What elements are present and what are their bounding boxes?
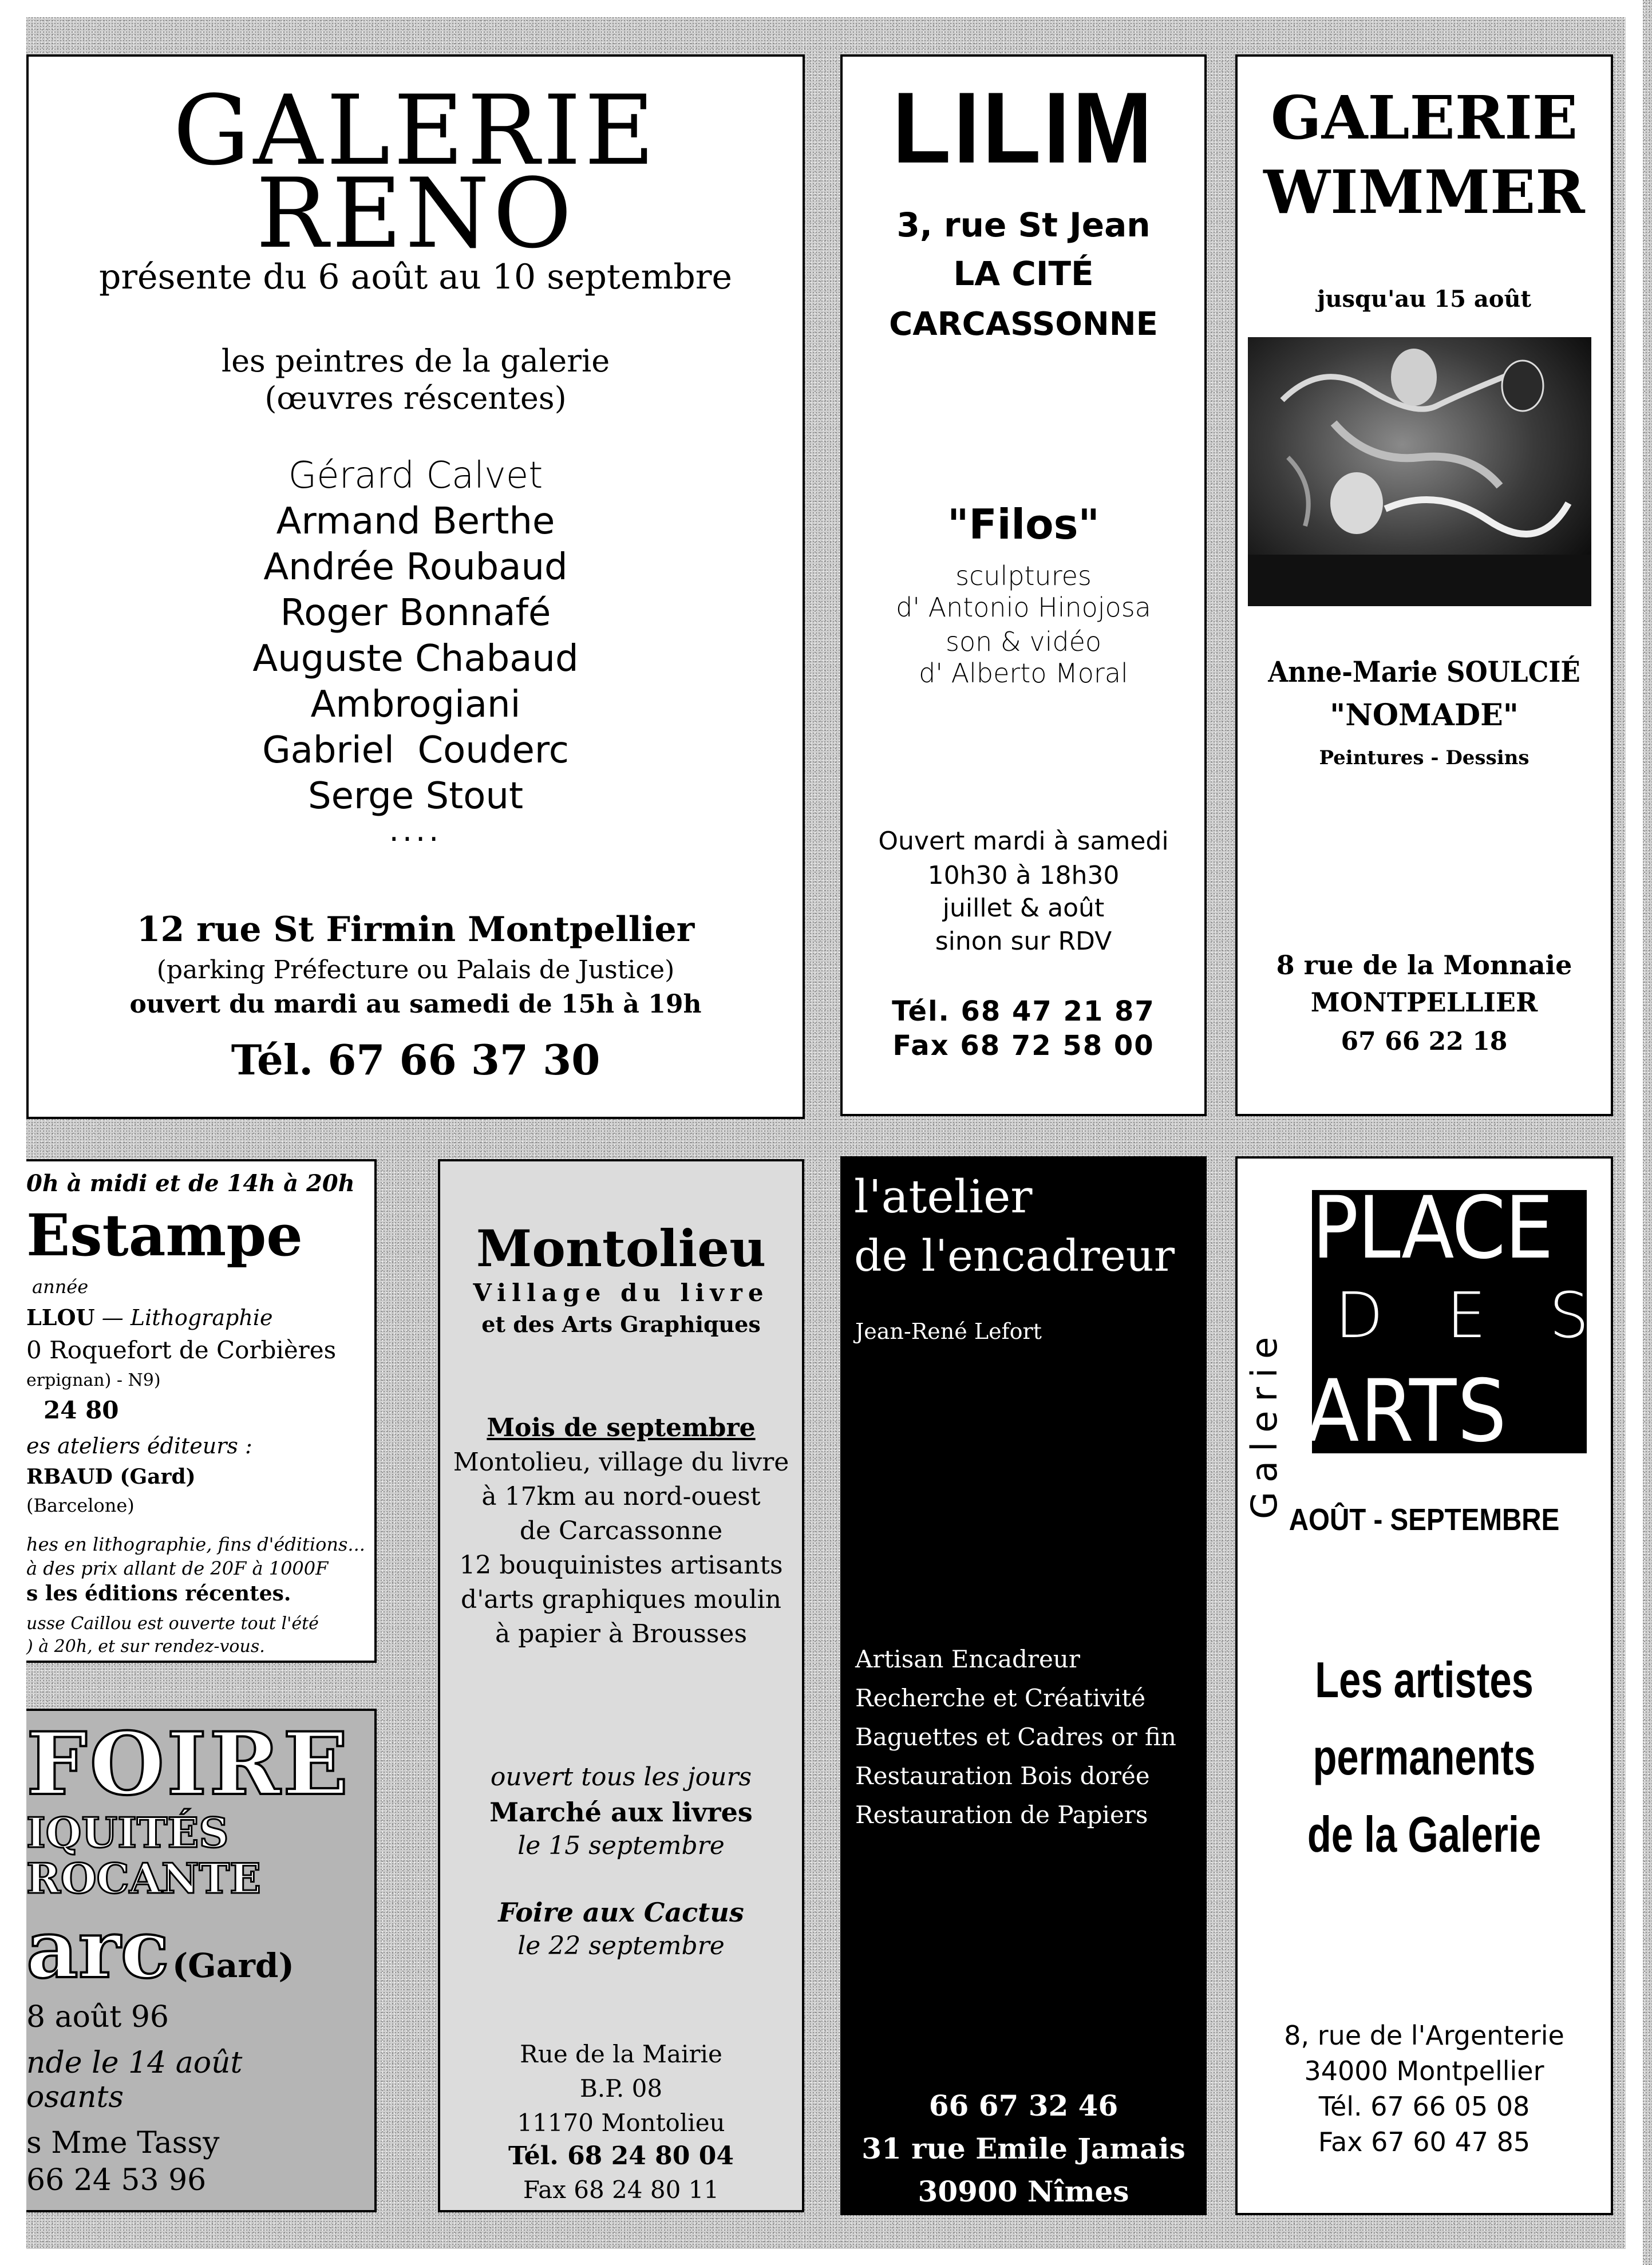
wimmer-show: "NOMADE"	[1330, 698, 1519, 733]
lilim-title: LILIM	[892, 71, 1155, 184]
montolieu-bp: B.P. 08	[579, 2074, 663, 2102]
montolieu-cactus-date: le 22 septembre	[517, 1931, 725, 1960]
page-margin-left	[0, 0, 26, 2265]
reno-artist: Gérard Calvet	[288, 454, 543, 497]
place-logo-top: PLACE	[1312, 1179, 1553, 1278]
estampe-desc3: s les éditions récentes.	[26, 1582, 291, 1606]
place-logo-bottom: ARTS	[1306, 1362, 1508, 1461]
wimmer-until: jusqu'au 15 août	[1317, 286, 1532, 313]
reno-artist: Gabriel Couderc	[262, 729, 569, 772]
montolieu-body-line: à papier à Brousses	[495, 1619, 748, 1649]
lilim-line1: sculptures	[955, 560, 1092, 591]
montolieu-subtitle1: Village du livre	[473, 1279, 769, 1307]
montolieu-subtitle2: et des Arts Graphiques	[481, 1311, 761, 1337]
ad-atelier-encadreur	[840, 1156, 1207, 2215]
foire-region: (Gard)	[172, 1946, 294, 1985]
estampe-litho	[26, 1305, 272, 1330]
reno-artist: Serge Stout	[307, 775, 524, 817]
estampe-route: erpignan) - N9)	[26, 1370, 161, 1390]
ad-montolieu	[438, 1159, 804, 2212]
montolieu-market: Marché aux livres	[489, 1797, 753, 1828]
foire-date: 8 août 96	[26, 2000, 169, 2034]
montolieu-open: ouvert tous les jours	[490, 1762, 752, 1792]
foire-phone: 66 24 53 96	[26, 2163, 207, 2197]
montolieu-phone: Tél. 68 24 80 04	[508, 2141, 734, 2171]
atelier-service: Restauration Bois dorée	[855, 1762, 1150, 1790]
estampe-editor1: RBAUD (Gard)	[26, 1465, 196, 1489]
estampe-title: Estampe	[26, 1201, 303, 1269]
reno-phone: Tél. 67 66 37 30	[231, 1035, 600, 1084]
foire-line2: ROCANTE	[26, 1854, 261, 1903]
estampe-hours: 0h à midi et de 14h à 20h	[26, 1170, 355, 1197]
foire-contact: s Mme Tassy	[26, 2126, 220, 2160]
estampe-litho-name: LLOU	[26, 1305, 95, 1330]
place-logo-mid: DES	[1335, 1279, 1652, 1352]
reno-hours: ouvert du mardi au samedi de 15h à 19h	[129, 990, 702, 1019]
lilim-line3: son & vidéo	[945, 626, 1102, 657]
place-dates: AOÛT - SEPTEMBRE	[1289, 1503, 1560, 1537]
foire-deadline: nde le 14 août	[26, 2046, 243, 2080]
reno-intro-line1: les peintres de la galerie	[221, 343, 610, 379]
wimmer-artist: Anne-Marie SOULCIÉ	[1268, 655, 1580, 689]
reno-artist: Roger Bonnafé	[280, 592, 551, 634]
lilim-line2: d' Antonio Hinojosa	[896, 592, 1151, 623]
reno-parking: (parking Préfecture ou Palais de Justice)	[156, 955, 675, 985]
lilim-hours2: 10h30 à 18h30	[927, 861, 1120, 890]
atelier-title-line1: l'atelier	[854, 1170, 1033, 1223]
page-margin-bottom	[0, 2249, 1643, 2265]
reno-title-line1: GALERIE	[173, 74, 658, 187]
reno-artist: Armand Berthe	[276, 500, 555, 543]
ad-galerie-reno	[26, 54, 805, 1119]
atelier-service: Recherche et Créativité	[855, 1684, 1146, 1712]
foire-title: FOIRE	[26, 1714, 351, 1815]
wimmer-city: MONTPELLIER	[1310, 987, 1538, 1018]
wimmer-artwork-image	[1248, 337, 1591, 606]
wimmer-title-line2: WIMMER	[1263, 157, 1585, 227]
lilim-show-title: "Filos"	[947, 500, 1100, 548]
montolieu-postcode: 11170 Montolieu	[517, 2109, 725, 2137]
page-margin-right	[1626, 0, 1643, 2265]
atelier-service: Restauration de Papiers	[855, 1801, 1148, 1829]
wimmer-medium: Peintures - Dessins	[1319, 746, 1530, 769]
lilim-line4: d' Alberto Moral	[919, 658, 1128, 689]
montolieu-cactus: Foire aux Cactus	[498, 1897, 744, 1928]
estampe-desc2: à des prix allant de 20F à 1000F	[26, 1558, 329, 1579]
place-phone: Tél. 67 66 05 08	[1318, 2091, 1530, 2122]
reno-intro-line2: (œuvres réscentes)	[264, 380, 567, 416]
lilim-address-line1: 3, rue St Jean	[896, 205, 1151, 244]
ad-galerie-place-des-arts	[1235, 1156, 1652, 2215]
estampe-phone: 24 80	[44, 1396, 119, 1424]
lilim-address-line3: CARCASSONNE	[889, 306, 1158, 343]
atelier-phone: 66 67 32 46	[928, 2089, 1119, 2122]
montolieu-fax: Fax 68 24 80 11	[523, 2176, 720, 2204]
estampe-year: année	[32, 1276, 89, 1298]
lilim-phone: Tél. 68 47 21 87	[892, 995, 1155, 1027]
place-city: 34000 Montpellier	[1304, 2056, 1544, 2086]
estampe-desc5: ) à 20h, et sur rendez-vous.	[26, 1637, 265, 1657]
foire-exhibitors: osants	[26, 2080, 124, 2114]
montolieu-body-line: de Carcassonne	[519, 1516, 723, 1545]
montolieu-body-line: 12 bouquinistes artisants	[459, 1551, 783, 1580]
estampe-desc4: usse Caillou est ouverte tout l'été	[26, 1614, 319, 1634]
wimmer-phone: 67 66 22 18	[1341, 1027, 1508, 1056]
estampe-litho-type: — Lithographie	[94, 1305, 273, 1330]
lilim-fax: Fax 68 72 58 00	[892, 1030, 1155, 1062]
atelier-service: Baguettes et Cadres or fin	[855, 1723, 1176, 1751]
place-fax: Fax 67 60 47 85	[1318, 2126, 1531, 2157]
montolieu-body-line: d'arts graphiques moulin	[461, 1585, 781, 1614]
ad-lilim	[840, 54, 1207, 1116]
montolieu-body-line: Montolieu, village du livre	[453, 1448, 789, 1477]
lilim-address-line2: LA CITÉ	[953, 254, 1094, 293]
ad-galerie-wimmer	[1235, 54, 1613, 1116]
estampe-editors-label: es ateliers éditeurs :	[26, 1433, 252, 1458]
estampe-town: 0 Roquefort de Corbières	[26, 1336, 337, 1364]
ad-foire	[26, 1709, 377, 2212]
foire-place-row	[26, 1903, 294, 1997]
reno-address: 12 rue St Firmin Montpellier	[136, 910, 695, 950]
ad-estampe	[26, 1159, 377, 1663]
lilim-hours3: juillet & août	[942, 894, 1105, 923]
place-address: 8, rue de l'Argenterie	[1284, 2020, 1564, 2051]
foire-line1: IQUITÉS	[26, 1808, 229, 1857]
foire-place: arc	[26, 1903, 169, 1997]
atelier-address: 31 rue Emile Jamais	[861, 2132, 1185, 2165]
atelier-service: Artisan Encadreur	[855, 1645, 1080, 1673]
montolieu-month: Mois de septembre	[487, 1413, 756, 1442]
reno-artist: Auguste Chabaud	[252, 638, 579, 680]
wimmer-title-line1: GALERIE	[1270, 82, 1578, 153]
reno-title-line2: RENO	[256, 157, 575, 270]
page-margin-top	[0, 0, 1643, 17]
estampe-editor2: (Barcelone)	[26, 1495, 135, 1516]
montolieu-street: Rue de la Mairie	[520, 2040, 722, 2068]
estampe-desc1: hes en lithographie, fins d'éditions...	[26, 1533, 365, 1555]
place-line3: de la Galerie	[1307, 1806, 1542, 1863]
wimmer-address: 8 rue de la Monnaie	[1276, 950, 1572, 981]
place-line1: Les artistes	[1315, 1651, 1534, 1708]
atelier-title-line2: de l'encadreur	[854, 1230, 1175, 1281]
reno-artist: Andrée Roubaud	[263, 546, 568, 588]
reno-ellipsis: ....	[389, 812, 442, 848]
place-vertical-label: Galerie	[1243, 1327, 1285, 1519]
montolieu-title: Montolieu	[476, 1219, 766, 1278]
lilim-hours1: Ouvert mardi à samedi	[878, 827, 1169, 856]
reno-dates: présente du 6 août au 10 septembre	[98, 257, 733, 297]
montolieu-market-date: le 15 septembre	[517, 1831, 725, 1860]
reno-artist: Ambrogiani	[310, 683, 521, 726]
lilim-hours4: sinon sur RDV	[935, 927, 1112, 956]
atelier-city: 30900 Nîmes	[918, 2175, 1129, 2208]
place-logo	[1306, 1179, 1652, 1461]
montolieu-body-line: à 17km au nord-ouest	[481, 1482, 761, 1511]
atelier-owner: Jean-René Lefort	[855, 1319, 1042, 1344]
place-line2: permanents	[1313, 1729, 1536, 1785]
